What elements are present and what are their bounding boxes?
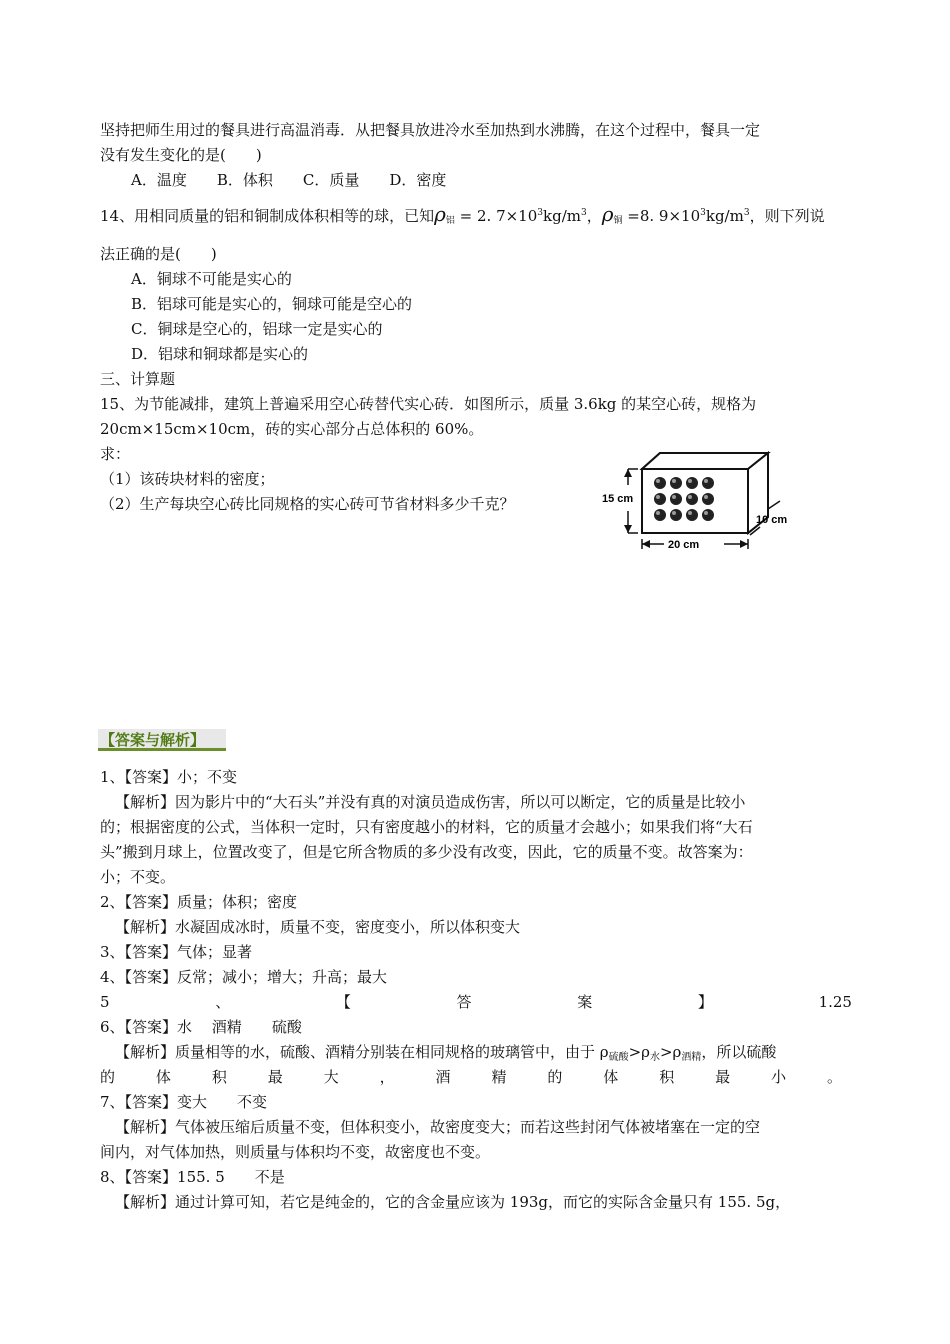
answer-7: 7、【答案】变大 不变 [100, 1093, 268, 1111]
answer-6-exp-line1 [115, 1042, 852, 1068]
rho-cu-unit: kg/m [705, 207, 744, 225]
q15-sub2: （2）生产每块空心砖比同规格的实心砖可节省材料多少千克？ [100, 495, 515, 513]
rho-al-value: 2. 7×10 [476, 207, 538, 225]
q14-prefix: 14、用相同质量的铝和铜制成体积相等的球，已知 [100, 207, 435, 225]
q14-line2: 法正确的是( ) [100, 245, 217, 263]
depth-label: 10 cm [756, 514, 788, 526]
a6-char: 小 [771, 1068, 787, 1086]
a6-exp-post: ，所以硫酸 [701, 1043, 777, 1061]
q14-option-c: C．铜球是空心的，铝球一定是实心的 [131, 320, 383, 338]
answer-5-part: 1.25 [818, 993, 852, 1011]
a6-sub1: 硫酸 [608, 1052, 629, 1063]
q14-option-d: D．铝球和铜球都是实心的 [131, 345, 309, 363]
rho-symbol: ρ [601, 202, 614, 226]
answer-7-exp-line1: 【解析】气体被压缩后质量不变，但体积变小，故密度变大；而若这些封闭气体被堵塞在一定的空 [115, 1118, 761, 1136]
a6-char: 的 [100, 1068, 116, 1086]
q13-line1: 坚持把师生用过的餐具进行高温消毒．从把餐具放进冷水至加热到水沸腾，在这个过程中，餐具一定 [100, 121, 761, 139]
answer-5-part: 5 [100, 993, 110, 1011]
answer-5-part: 答 [456, 993, 472, 1011]
q13-option-a: A．温度 [131, 171, 187, 189]
a6-char: 体 [603, 1068, 619, 1086]
answer-1-exp-line3: 头”搬到月球上，位置改变了，但是它所含物质的多少没有改变，因此，它的质量不变。故答案为： [100, 843, 753, 861]
q13-option-b: B．体积 [216, 171, 273, 189]
answer-5-part: 、 [215, 993, 231, 1011]
q13-line2: 没有发生变化的是( ) [100, 146, 262, 164]
rho-cu-exp: 3 [700, 208, 706, 218]
a6-exp-pre: 【解析】质量相等的水，硫酸、酒精分别装在相同规格的玻璃管中，由于 ρ [115, 1043, 609, 1061]
rho-cu-unit-exp: 3 [743, 208, 750, 218]
answer-8-exp: 【解析】通过计算可知，若它是纯金的，它的含金量应该为 193g，而它的实际含金量只有 155. 5g， [115, 1193, 791, 1211]
a6-char: 。 [826, 1068, 842, 1086]
a6-char: 精 [491, 1068, 507, 1086]
answer-1: 1、【答案】小；不变 [100, 768, 238, 786]
section-heading: 三、计算题 [100, 370, 176, 388]
q14-line1: 14、用相同质量的铝和铜制成体积相等的球，已知ρ铝 = 2. $7\times 10^3kg/m^3$，ρ铜 =8. $9\times 10^3kg/m^3$，则下列说 [100, 202, 825, 226]
height-label: 15 cm [602, 493, 634, 505]
answer-3: 3、【答案】气体；显著 [100, 943, 253, 961]
answer-6: 6、【答案】水 酒精 硫酸 [100, 1018, 302, 1036]
q15-line3: 求： [100, 445, 131, 463]
a6-char: ， [379, 1068, 395, 1086]
a6-mid2: >ρ [659, 1043, 682, 1061]
answer-5 [100, 992, 852, 1012]
answer-4: 4、【答案】反常；减小；增大；升高；最大 [100, 968, 388, 986]
rho-al-unit: kg/m [543, 207, 581, 225]
answer-1-exp-line1: 【解析】因为影片中的“大石头”并没有真的对演员造成伤害，所以可以断定，它的质量是比较小 [115, 793, 746, 811]
q14-option-a: A．铜球不可能是实心的 [131, 270, 292, 288]
q14-suffix: ，则下列说 [749, 207, 825, 225]
a6-sub2: 水 [649, 1052, 660, 1063]
hollow-brick-figure [598, 447, 808, 551]
answer-2-exp: 【解析】水凝固成冰时，质量不变，密度变小，所以体积变大 [115, 918, 521, 936]
a6-char: 积 [659, 1068, 675, 1086]
a6-char: 积 [211, 1068, 227, 1086]
rho-al-sub: 铝 [445, 216, 455, 226]
rho-al-unit-exp: 3 [580, 208, 587, 218]
a6-char: 最 [715, 1068, 731, 1086]
answer-5-part: 【 [335, 993, 351, 1011]
a6-mid1: >ρ [628, 1043, 650, 1061]
answers-header [98, 729, 226, 751]
a6-sub3: 酒精 [681, 1052, 702, 1063]
answer-6-exp-line2 [100, 1067, 842, 1087]
answer-7-exp-line2: 间内，对气体加热，则质量与体积均不变，故密度也不变。 [100, 1143, 491, 1161]
q14-option-b: B．铝球可能是实心的，铜球可能是空心的 [131, 295, 413, 313]
q13-option-c: C．质量 [302, 171, 360, 189]
rho-cu-value: 8. 9×10 [639, 207, 701, 225]
rho-cu-sub: 铜 [613, 216, 623, 226]
answer-1-exp-line2: 的；根据密度的公式，当体积一定时，只有密度越小的材料，它的质量才会越小；如果我们将“大石 [100, 818, 753, 836]
rho-al-exp: 3 [537, 208, 543, 218]
q15-line2: 20cm×15cm×10cm，砖的实心部分占总体积的 60%。 [100, 420, 484, 438]
q15-line1: 15、为节能减排，建筑上普遍采用空心砖替代实心砖．如图所示，质量 3.6kg 的某空心砖，规格为 [100, 395, 757, 413]
a6-char: 的 [547, 1068, 563, 1086]
q13-option-d: D．密度 [389, 171, 447, 189]
a6-char: 大 [323, 1068, 339, 1086]
width-label: 20 cm [668, 539, 700, 551]
q13-options [131, 170, 883, 190]
a6-char: 酒 [435, 1068, 451, 1086]
answer-2: 2、【答案】质量；体积；密度 [100, 893, 298, 911]
answer-1-exp-line4: 小；不变。 [100, 868, 176, 886]
a6-char: 最 [267, 1068, 283, 1086]
rho-symbol: ρ [434, 202, 446, 226]
answer-8: 8、【答案】155. 5 不是 [100, 1168, 285, 1186]
answer-5-part: 案 [577, 993, 593, 1011]
answers-header-text: 【答案与解析】 [100, 731, 206, 749]
a6-char: 体 [155, 1068, 171, 1086]
answer-5-part: 】 [697, 993, 713, 1011]
q15-sub1: （1）该砖块材料的密度； [100, 470, 275, 488]
